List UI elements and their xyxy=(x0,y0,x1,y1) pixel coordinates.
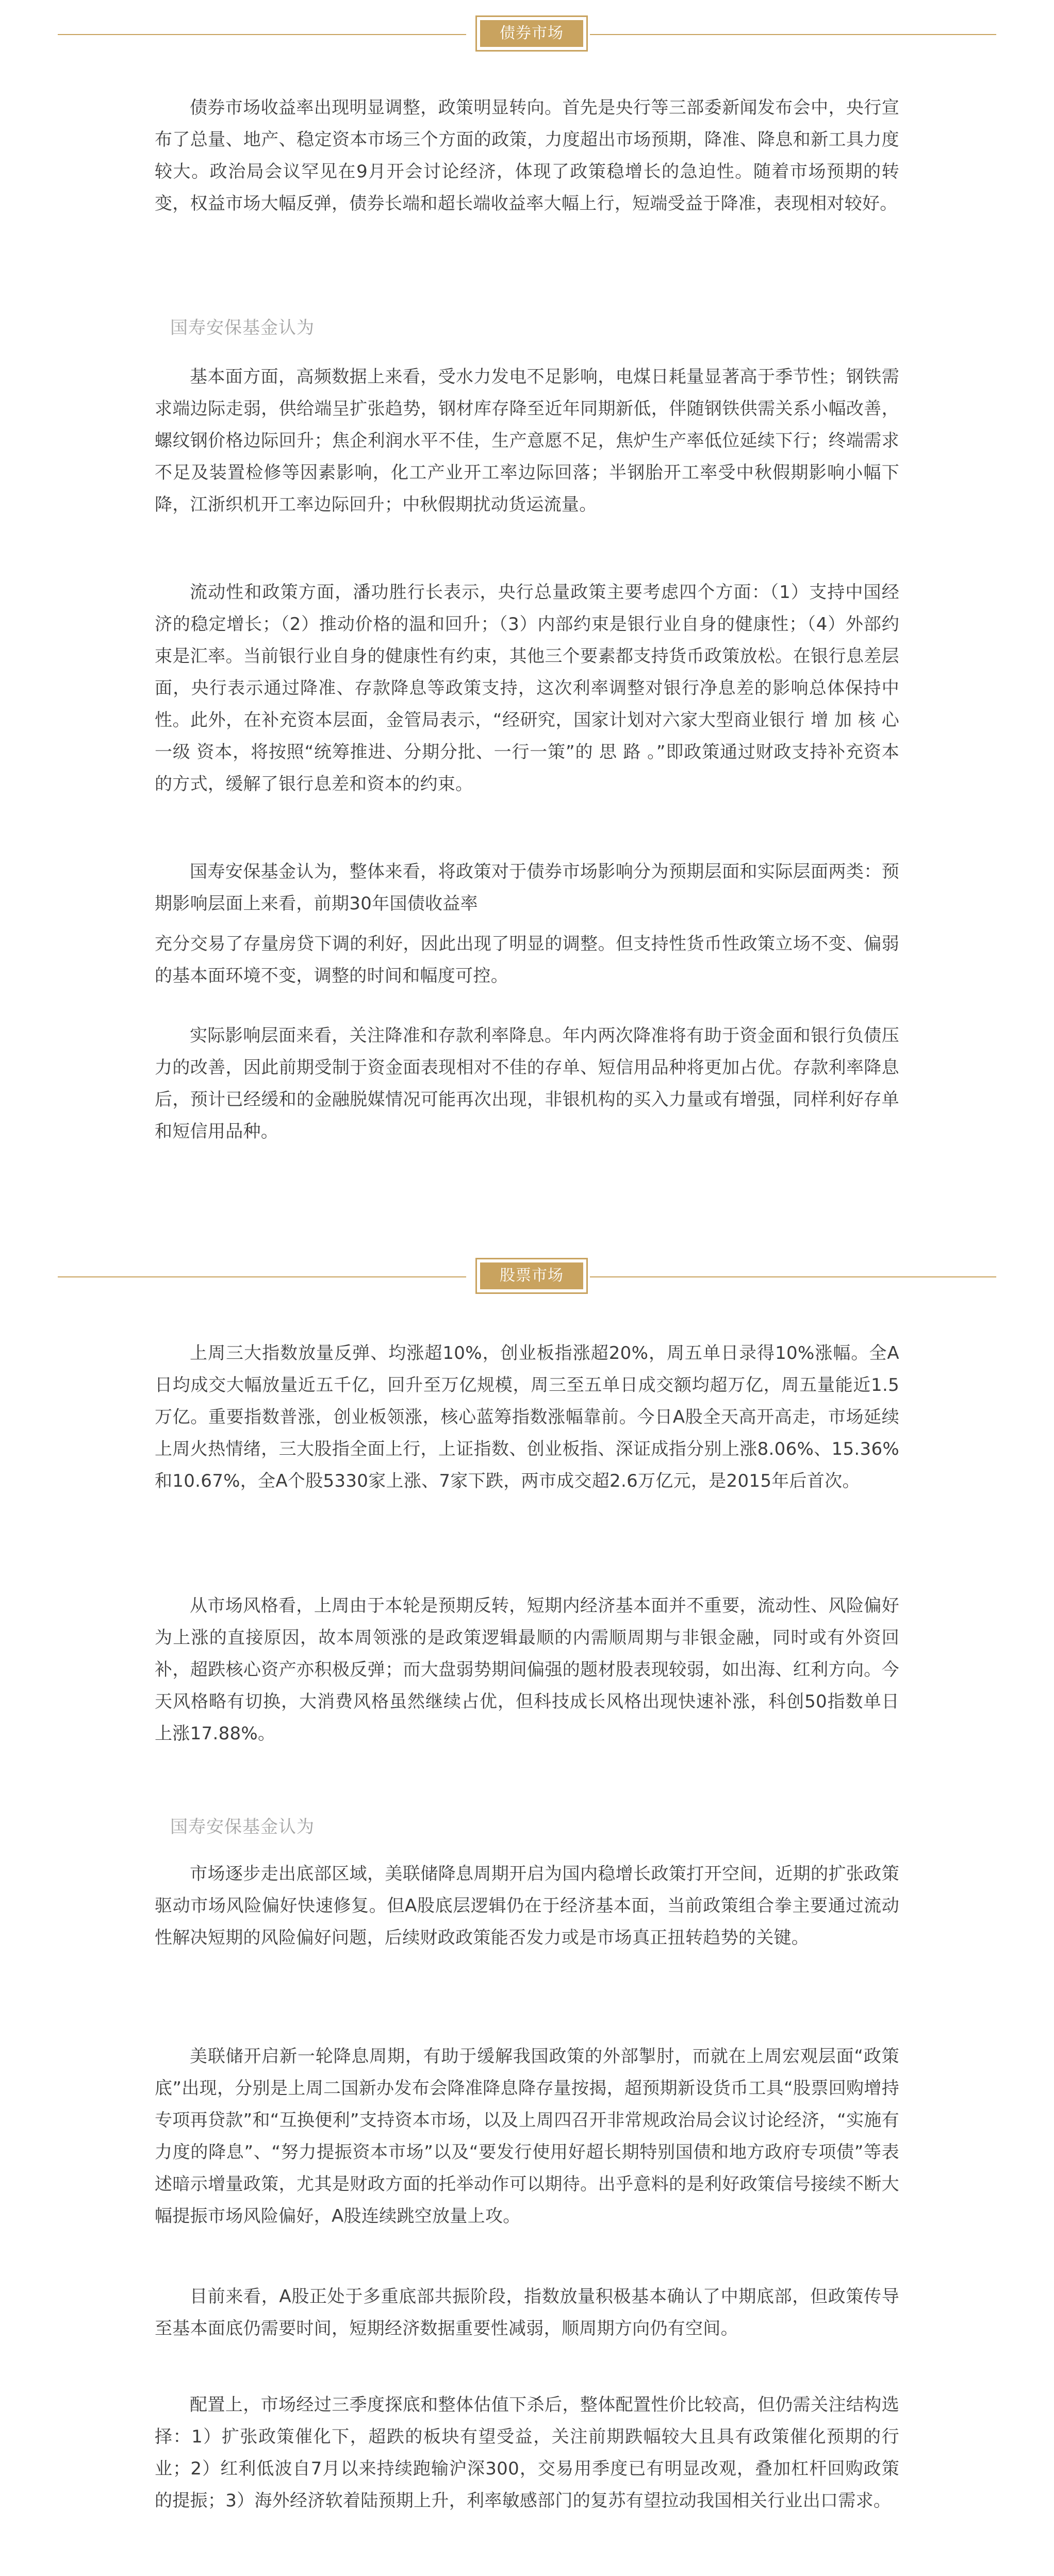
stock-paragraph-3: 市场逐步走出底部区域，美联储降息周期开启为国内稳增长政策打开空间，近期的扩张政策驱动市场风险偏好快速修复。但A股底层逻辑仍在于经济基本面，当前政策组合拳主要通过流动性解决短期的风险偏好问题，后续财政政策能否发力或是市场真正扭转趋势的关键。 xyxy=(155,1864,899,1948)
header-rule-right xyxy=(590,34,996,35)
stock-paragraph-5: 目前来看，A股正处于多重底部共振阶段，指数放量积极基本确认了中期底部，但政策传导至基本面底仍需要时间，短期经济数据重要性减弱，顺周期方向仍有空间。 xyxy=(155,2286,899,2339)
stock-paragraph-1: 上周三大指数放量反弹、均涨超10%，创业板指涨超20%，周五单日录得10%涨幅。全A日均成交大幅放量近五千亿，回升至万亿规模，周三至五单日成交额均超万亿，周五量能近1.5万亿。重要指数普涨，创业板领涨，核心蓝筹指数涨幅靠前。今日A股全天高开高走，市场延续上周火热情绪，三大股指全面上行，上证指数、创业板指、深证成指分别上涨8.06%、15.36%和10.67%，全A个股5330家上涨、7家下跌，两市成交超2.6万亿元，是2015年后首次。 xyxy=(155,1343,899,1491)
bond-paragraph-4: 国寿安保基金认为，整体来看，将政策对于债券市场影响分为预期层面和实际层面两类：预期影响层面上来看，前期30年国债收益率 xyxy=(155,861,899,914)
header-rule-left xyxy=(58,1276,466,1277)
stock-paragraph-4: 美联储开启新一轮降息周期，有助于缓解我国政策的外部掣肘，而就在上周宏观层面“政策底”出现，分别是上周二国新办发布会降准降息降存量按揭，超预期新设货币工具“股票回购增持专项再贷款”和“互换便利”支持资本市场，以及上周四召开非常规政治局会议讨论经济，“实施有力度的降息”、“努力提振资本市场”以及“要发行使用好超长期特别国债和地方政府专项债”等表述暗示增量政策，尤其是财政方面的托举动作可以期待。出乎意料的是利好政策信号接续不断大幅提振市场风险偏好，A股连续跳空放量上攻。 xyxy=(155,2046,899,2226)
header-rule-right xyxy=(590,1276,996,1277)
stock-section-title: 股票市场 xyxy=(480,1262,583,1289)
header-rule-left xyxy=(58,34,466,35)
stock-section-header xyxy=(0,1258,1054,1296)
stock-section-badge xyxy=(475,1258,588,1294)
bond-paragraph-5: 实际影响层面来看，关注降准和存款利率降息。年内两次降准将有助于资金面和银行负债压力的改善，因此前期受制于资金面表现相对不佳的存单、短信用品种将更加占优。存款利率降息后，预计已经缓和的金融脱媒情况可能再次出现，非银机构的买入力量或有增强，同样利好存单和短信用品种。 xyxy=(155,1025,899,1142)
bond-paragraph-4-continued: 充分交易了存量房贷下调的利好，因此出现了明显的调整。但支持性货币性政策立场不变、偏弱的基本面环境不变，调整的时间和幅度可控。 xyxy=(155,934,899,986)
bond-section-badge xyxy=(475,15,588,52)
stock-paragraph-6: 配置上，市场经过三季度探底和整体估值下杀后，整体配置性价比较高，但仍需关注结构选择：1）扩张政策催化下，超跌的板块有望受益，关注前期跌幅较大且具有政策催化预期的行业；2）红利低波自7月以来持续跑输沪深300，交易用季度已有明显改观，叠加杠杆回购政策的提振；3）海外经济软着陆预期上升，利率敏感部门的复苏有望拉动我国相关行业出口需求。 xyxy=(155,2395,899,2511)
stock-paragraph-2: 从市场风格看，上周由于本轮是预期反转，短期内经济基本面并不重要，流动性、风险偏好为上涨的直接原因，故本周领涨的是政策逻辑最顺的内需顺周期与非银金融，同时或有外资回补，超跌核心资产亦积极反弹；而大盘弱势期间偏强的题材股表现较弱，如出海、红利方向。今天风格略有切换，大消费风格虽然继续占优，但科技成长风格出现快速补涨，科创50指数单日上涨17.88%。 xyxy=(155,1596,899,1744)
stock-subheading: 国寿安保基金认为 xyxy=(170,1817,315,1837)
bond-paragraph-2: 基本面方面，高频数据上来看，受水力发电不足影响，电煤日耗量显著高于季节性；钢铁需求端边际走弱，供给端呈扩张趋势，钢材库存降至近年同期新低，伴随钢铁供需关系小幅改善，螺纹钢价格边际回升；焦企利润水平不佳，生产意愿不足，焦炉生产率低位延续下行；终端需求不足及装置检修等因素影响，化工产业开工率边际回落；半钢胎开工率受中秋假期影响小幅下降，江浙织机开工率边际回升；中秋假期扰动货运流量。 xyxy=(155,367,899,515)
bond-section-header xyxy=(0,15,1054,54)
bond-subheading: 国寿安保基金认为 xyxy=(170,318,315,338)
bond-paragraph-3: 流动性和政策方面，潘功胜行长表示，央行总量政策主要考虑四个方面：（1）支持中国经济的稳定增长；（2）推动价格的温和回升；（3）内部约束是银行业自身的健康性；（4）外部约束是汇率。当前银行业自身的健康性有约束，其他三个要素都支持货币政策放松。在银行息差层面，央行表示通过降准、存款降息等政策支持，这次利率调整对银行净息差的影响总体保持中性。此外，在补充资本层面，金管局表示，“经研究，国家计划对六家大型商业银行 增 加 核 心 一级 资本，将按照“统筹推进、分期分批、一行一策”的 思 路 。”即政策通过财政支持补充资本的方式，缓解了银行息差和资本的约束。 xyxy=(155,582,899,794)
bond-paragraph-1: 债券市场收益率出现明显调整，政策明显转向。首先是央行等三部委新闻发布会中，央行宣布了总量、地产、稳定资本市场三个方面的政策，力度超出市场预期，降准、降息和新工具力度较大。政治局会议罕见在9月开会讨论经济，体现了政策稳增长的急迫性。随着市场预期的转变，权益市场大幅反弹，债券长端和超长端收益率大幅上行，短端受益于降准，表现相对较好。 xyxy=(155,97,899,214)
bond-section-title: 债券市场 xyxy=(480,20,583,47)
